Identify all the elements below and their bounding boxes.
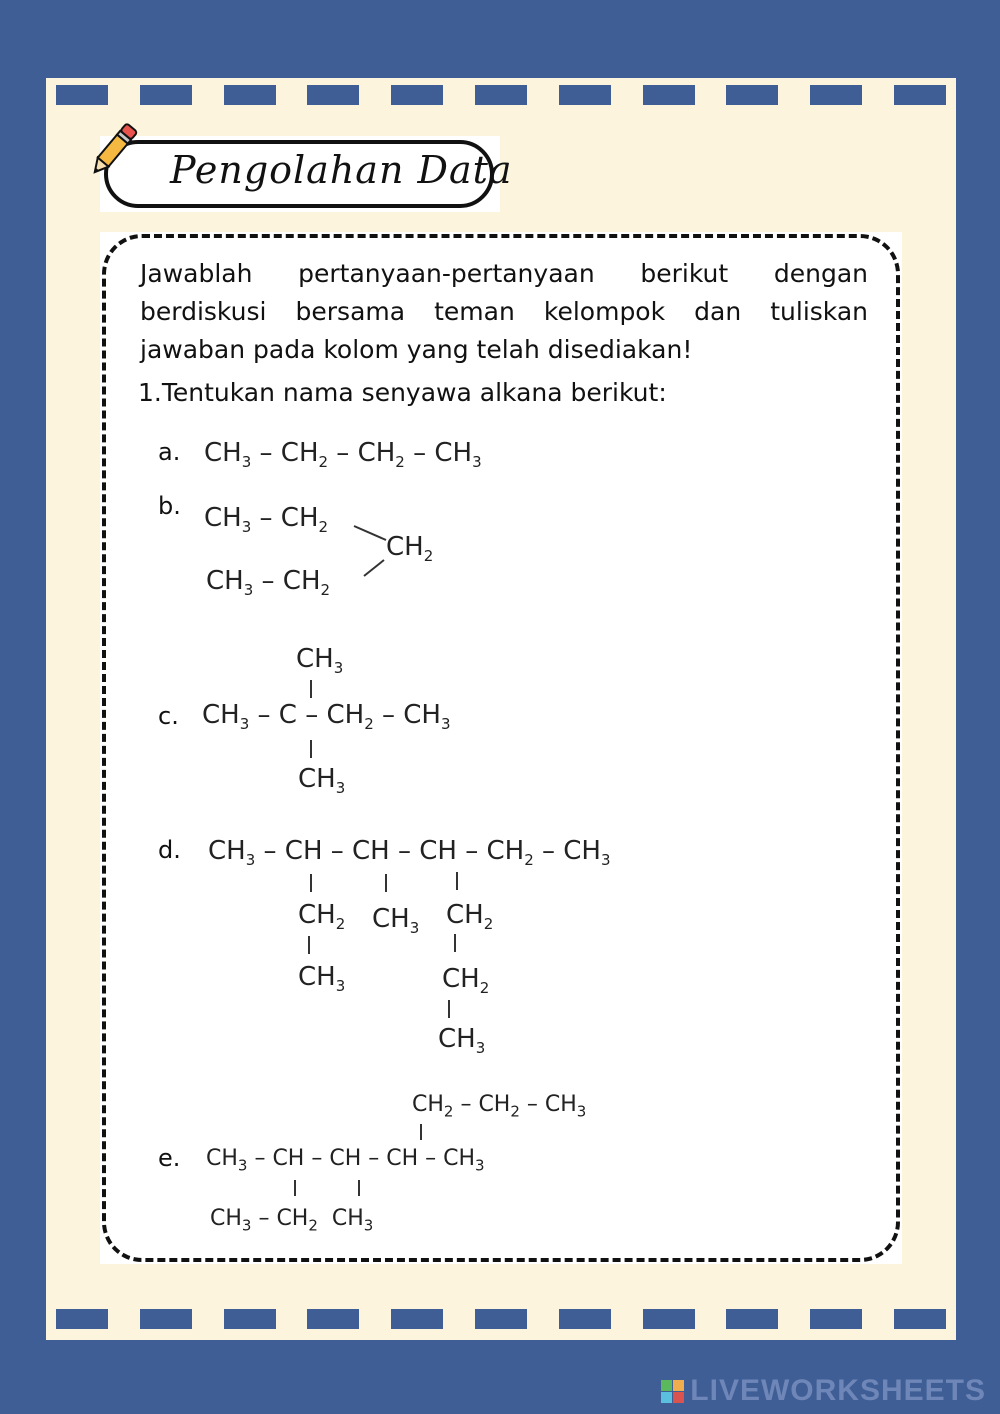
item-label-a: a. xyxy=(158,438,181,466)
structure-b-bonds xyxy=(350,520,390,580)
page-title: Pengolahan Data xyxy=(170,148,513,192)
item-label-b: b. xyxy=(158,492,181,520)
top-border-decoration xyxy=(46,82,956,108)
question-text: 1.Tentukan nama senyawa alkana berikut: xyxy=(138,378,667,407)
item-label-c: c. xyxy=(158,702,179,730)
instructions-text: Jawablah pertanyaan-pertanyaan berikut dengan berdiskusi bersama teman kelompok dan tuliskan jawaban pada kolom yang telah disediakan! xyxy=(140,259,868,364)
brand-text: LIVEWORKSHEETS xyxy=(690,1374,986,1407)
liveworksheets-icon xyxy=(661,1380,684,1403)
liveworksheets-logo xyxy=(661,1374,986,1408)
bottom-border-decoration xyxy=(46,1306,956,1332)
structure-a: $CH_3 - CH_2 - CH_2 - CH_3$ xyxy=(204,438,482,472)
pencil-icon xyxy=(80,118,144,182)
item-label-d: d. xyxy=(158,836,181,864)
item-label-e: e. xyxy=(158,1144,181,1172)
